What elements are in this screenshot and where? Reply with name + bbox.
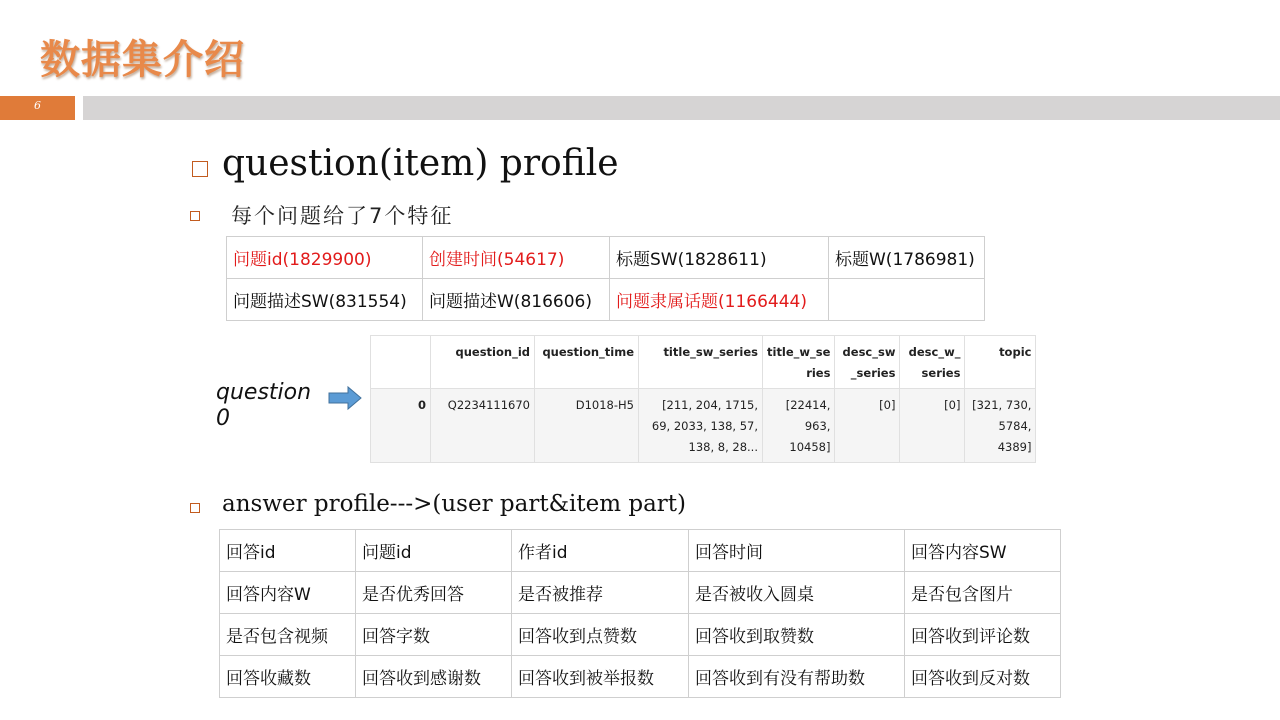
row-index-cell: 0 bbox=[371, 389, 431, 463]
table-header-row bbox=[371, 336, 1036, 389]
answer-feature-cell: 是否优秀回答 bbox=[356, 572, 512, 614]
table-row bbox=[227, 237, 985, 279]
table-row bbox=[220, 530, 1061, 572]
table-row bbox=[220, 614, 1061, 656]
question-feature-cell: 问题描述SW(831554) bbox=[227, 279, 423, 321]
right-arrow-icon bbox=[328, 385, 362, 411]
question-features-subtitle: 每个问题给了7个特征 bbox=[231, 204, 454, 228]
column-header bbox=[371, 336, 431, 389]
column-header: title_w_se ries bbox=[763, 336, 835, 389]
column-header: desc_sw _series bbox=[835, 336, 900, 389]
annotation-line: question bbox=[216, 380, 312, 405]
answer-feature-cell: 回答收到有没有帮助数 bbox=[689, 656, 905, 698]
column-header: question_time bbox=[535, 336, 639, 389]
answer-feature-cell: 回答收到反对数 bbox=[905, 656, 1061, 698]
answer-feature-cell: 是否被收入圆桌 bbox=[689, 572, 905, 614]
question-feature-cell: 标题SW(1828611) bbox=[610, 237, 829, 279]
column-header: topic bbox=[965, 336, 1036, 389]
table-row bbox=[220, 572, 1061, 614]
table-row bbox=[227, 279, 985, 321]
answer-feature-cell: 回答收到被举报数 bbox=[512, 656, 689, 698]
answer-feature-cell: 回答时间 bbox=[689, 530, 905, 572]
square-bullet-icon bbox=[192, 161, 208, 177]
question-feature-cell: 问题描述W(816606) bbox=[423, 279, 610, 321]
question-feature-cell: 创建时间(54617) bbox=[423, 237, 610, 279]
answer-feature-cell: 回答内容W bbox=[220, 572, 356, 614]
page-number: 6 bbox=[34, 99, 41, 112]
column-header: question_id bbox=[431, 336, 535, 389]
answer-feature-cell: 回答id bbox=[220, 530, 356, 572]
answer-feature-cell: 回答收到取赞数 bbox=[689, 614, 905, 656]
square-bullet-icon bbox=[190, 211, 200, 221]
square-bullet-icon bbox=[190, 503, 200, 513]
dataframe-cell: [0] bbox=[900, 389, 965, 463]
handwritten-annotation bbox=[216, 380, 311, 432]
answer-feature-cell: 是否被推荐 bbox=[512, 572, 689, 614]
answer-feature-cell: 是否包含图片 bbox=[905, 572, 1061, 614]
answer-feature-cell: 作者id bbox=[512, 530, 689, 572]
dataframe-cell: [0] bbox=[835, 389, 900, 463]
table-row bbox=[371, 389, 1036, 463]
dataframe-preview-table bbox=[370, 335, 1036, 463]
answer-feature-cell: 回答收到感谢数 bbox=[356, 656, 512, 698]
question-feature-cell bbox=[829, 279, 985, 321]
slide-title: 数据集介绍 bbox=[40, 37, 245, 83]
dataframe-cell: [211, 204, 1715, 69, 2033, 138, 57, 138, 8, 28... bbox=[639, 389, 763, 463]
section-heading-question-profile: question(item) profile bbox=[222, 143, 619, 184]
answer-features-table bbox=[219, 529, 1061, 698]
column-header: title_sw_series bbox=[639, 336, 763, 389]
answer-feature-cell: 回答字数 bbox=[356, 614, 512, 656]
question-features-table bbox=[226, 236, 985, 321]
question-feature-cell: 问题id(1829900) bbox=[227, 237, 423, 279]
annotation-line: 0 bbox=[216, 406, 230, 431]
answer-feature-cell: 是否包含视频 bbox=[220, 614, 356, 656]
header-divider-bar bbox=[83, 96, 1280, 120]
answer-feature-cell: 回答内容SW bbox=[905, 530, 1061, 572]
table-row bbox=[220, 656, 1061, 698]
answer-feature-cell: 回答收到评论数 bbox=[905, 614, 1061, 656]
question-feature-cell: 标题W(1786981) bbox=[829, 237, 985, 279]
section-heading-answer-profile: answer profile--->(user part&item part) bbox=[222, 491, 687, 517]
answer-feature-cell: 回答收到点赞数 bbox=[512, 614, 689, 656]
dataframe-cell: [22414, 963, 10458] bbox=[763, 389, 835, 463]
answer-feature-cell: 回答收藏数 bbox=[220, 656, 356, 698]
dataframe-cell: D1018-H5 bbox=[535, 389, 639, 463]
question-feature-cell: 问题隶属话题(1166444) bbox=[610, 279, 829, 321]
dataframe-cell: [321, 730, 5784, 4389] bbox=[965, 389, 1036, 463]
dataframe-cell: Q2234111670 bbox=[431, 389, 535, 463]
column-header: desc_w_ series bbox=[900, 336, 965, 389]
answer-feature-cell: 问题id bbox=[356, 530, 512, 572]
